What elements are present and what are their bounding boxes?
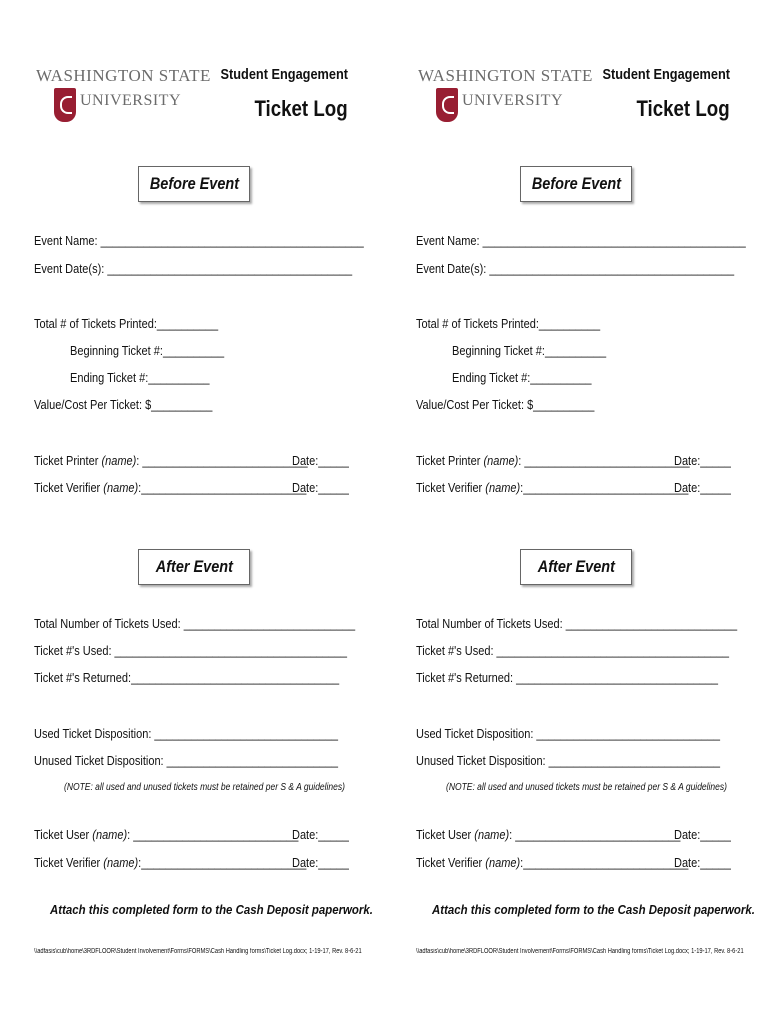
form-title: Ticket Log: [254, 96, 348, 121]
user-date-field[interactable]: Date:_____: [674, 828, 731, 842]
before-event-heading: Before Event: [520, 166, 632, 202]
ticket-verifier-field[interactable]: Ticket Verifier (name):___________________________: [34, 481, 307, 495]
ticket-verifier-after-field[interactable]: Ticket Verifier (name):___________________________: [34, 856, 307, 870]
tickets-returned-field[interactable]: Ticket #'s Returned:__________________________________: [34, 671, 340, 685]
wsu-seal-icon: [54, 88, 76, 122]
total-used-field[interactable]: Total Number of Tickets Used: ____________________________: [34, 617, 356, 631]
beginning-ticket-field[interactable]: Beginning Ticket #:__________: [70, 344, 225, 358]
used-disposition-field[interactable]: Used Ticket Disposition: ______________________________: [416, 727, 720, 741]
wsu-logo: [32, 62, 211, 134]
verifier-date-field[interactable]: Date:_____: [292, 481, 349, 495]
after-event-heading: After Event: [138, 549, 250, 585]
department-label: Student Engagement: [602, 66, 730, 83]
ending-ticket-field[interactable]: Ending Ticket #:__________: [70, 371, 210, 385]
logo-text-line1: WASHINGTON STATE: [36, 66, 211, 85]
ending-ticket-field[interactable]: Ending Ticket #:__________: [452, 371, 592, 385]
department-label: Student Engagement: [220, 66, 348, 83]
tickets-used-field[interactable]: Ticket #'s Used: ______________________________________: [34, 644, 348, 658]
user-date-field[interactable]: Date:_____: [292, 828, 349, 842]
beginning-ticket-field[interactable]: Beginning Ticket #:__________: [452, 344, 607, 358]
form-title: Ticket Log: [636, 96, 730, 121]
total-printed-field[interactable]: Total # of Tickets Printed:__________: [416, 317, 601, 331]
used-disposition-field[interactable]: Used Ticket Disposition: ______________________________: [34, 727, 338, 741]
ticket-printer-field[interactable]: Ticket Printer (name): ___________________________: [416, 454, 690, 468]
retention-note: (NOTE: all used and unused tickets must be retained per S & A guidelines): [64, 782, 345, 793]
wsu-seal-icon: [436, 88, 458, 122]
verifier-after-date-field[interactable]: Date:_____: [674, 856, 731, 870]
ticket-log-form-left: [30, 0, 373, 1024]
ticket-verifier-after-field[interactable]: Ticket Verifier (name):___________________________: [416, 856, 689, 870]
total-used-field[interactable]: Total Number of Tickets Used: ____________________________: [416, 617, 738, 631]
retention-note: (NOTE: all used and unused tickets must be retained per S & A guidelines): [446, 782, 727, 793]
wsu-logo: [414, 62, 593, 134]
event-dates-field[interactable]: Event Date(s): ________________________________________: [416, 262, 735, 276]
logo-text-line2: UNIVERSITY: [462, 92, 563, 109]
ticket-log-form-right: [412, 0, 755, 1024]
event-dates-field[interactable]: Event Date(s): ________________________________________: [34, 262, 353, 276]
verifier-date-field[interactable]: Date:_____: [674, 481, 731, 495]
value-cost-field[interactable]: Value/Cost Per Ticket: $__________: [416, 398, 595, 412]
total-printed-field[interactable]: Total # of Tickets Printed:__________: [34, 317, 219, 331]
ticket-printer-field[interactable]: Ticket Printer (name): ___________________________: [34, 454, 308, 468]
logo-text-line1: WASHINGTON STATE: [418, 66, 593, 85]
after-event-heading: After Event: [520, 549, 632, 585]
value-cost-field[interactable]: Value/Cost Per Ticket: $__________: [34, 398, 213, 412]
ticket-user-field[interactable]: Ticket User (name): ___________________________: [34, 828, 299, 842]
file-path-footer: \\adfasis\cub\home\3RDFLOOR\Student Involvement\Forms\FORMS\Cash Handling forms\Ticket Log.docx; 1-19-17, Rev. 8-6-21: [34, 948, 362, 955]
file-path-footer: \\adfasis\cub\home\3RDFLOOR\Student Involvement\Forms\FORMS\Cash Handling forms\Ticket Log.docx; 1-19-17, Rev. 8-6-21: [416, 948, 744, 955]
event-name-field[interactable]: Event Name: ___________________________________________: [34, 234, 364, 248]
unused-disposition-field[interactable]: Unused Ticket Disposition: ____________________________: [416, 754, 720, 768]
unused-disposition-field[interactable]: Unused Ticket Disposition: ____________________________: [34, 754, 338, 768]
attach-instruction: Attach this completed form to the Cash Deposit paperwork.: [432, 902, 755, 917]
verifier-after-date-field[interactable]: Date:_____: [292, 856, 349, 870]
printer-date-field[interactable]: Date:_____: [674, 454, 731, 468]
before-event-heading: Before Event: [138, 166, 250, 202]
attach-instruction: Attach this completed form to the Cash Deposit paperwork.: [50, 902, 373, 917]
logo-text-line2: UNIVERSITY: [80, 92, 181, 109]
ticket-verifier-field[interactable]: Ticket Verifier (name):___________________________: [416, 481, 689, 495]
printer-date-field[interactable]: Date:_____: [292, 454, 349, 468]
tickets-returned-field[interactable]: Ticket #'s Returned: _________________________________: [416, 671, 719, 685]
ticket-user-field[interactable]: Ticket User (name): ___________________________: [416, 828, 681, 842]
event-name-field[interactable]: Event Name: ___________________________________________: [416, 234, 746, 248]
tickets-used-field[interactable]: Ticket #'s Used: ______________________________________: [416, 644, 730, 658]
